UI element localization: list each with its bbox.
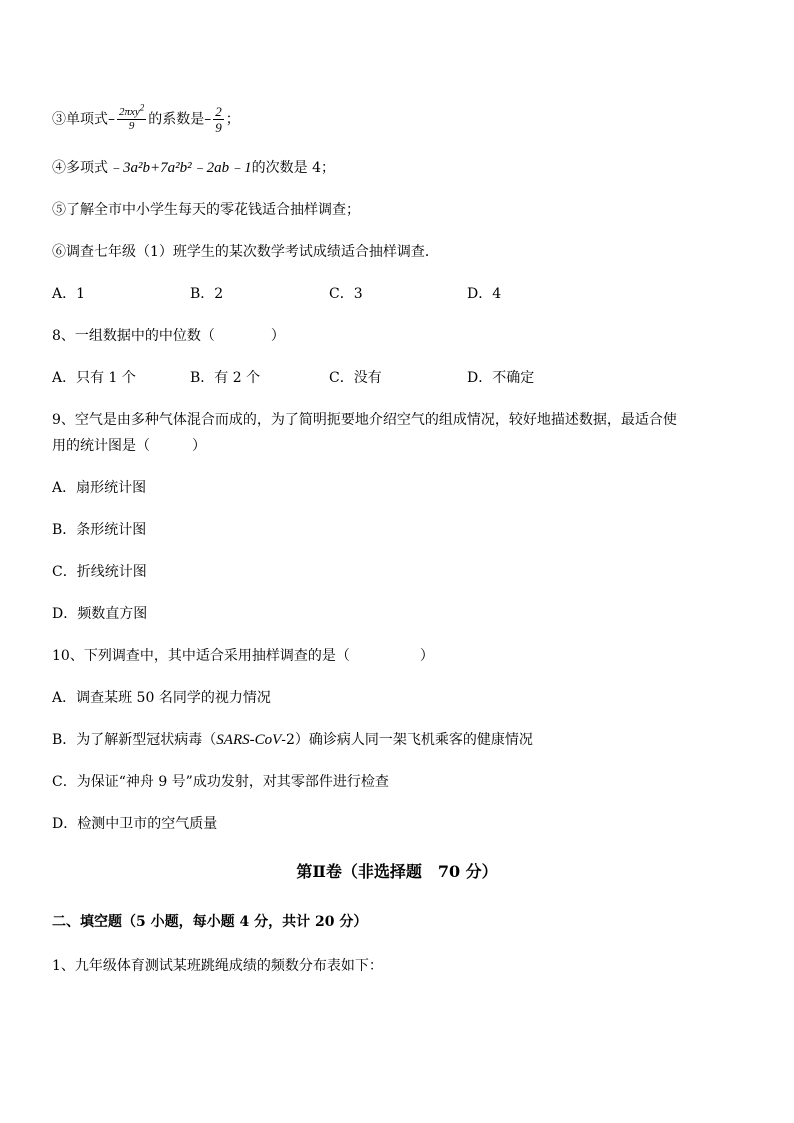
q10-option-b-prefix: B．为了解新型冠状病毒（: [52, 732, 217, 748]
q7-option-b: B．2: [190, 286, 224, 302]
polynomial-expression: ﹣3a²b+7a²b²﹣2ab﹣1: [108, 160, 252, 176]
coefficient-numerator: 2: [215, 104, 222, 119]
q9-option-a: A．扇形统计图: [52, 480, 147, 496]
q10-option-b: [52, 730, 533, 750]
statement-3-prefix: ③单项式: [52, 111, 108, 128]
q10-option-b-virus: SARS-CoV: [216, 732, 282, 748]
neg-sign-2: –: [204, 111, 212, 128]
q8-stem: 8、一组数据中的中位数（ ）: [52, 328, 285, 344]
q10-option-c: C．为保证“神舟 9 号”成功发射，对其零部件进行检查: [52, 774, 389, 790]
q9-option-b: B．条形统计图: [52, 522, 147, 538]
q7-option-c: C．3: [329, 286, 363, 302]
q7-option-d: D．4: [467, 286, 502, 302]
monomial-denominator: 9: [128, 120, 135, 132]
monomial-numerator: 2πxy: [119, 106, 140, 118]
q10-option-b-suffix: -2）确诊病人同一架飞机乘客的健康情况: [281, 732, 533, 748]
q8-option-b: B．有 2 个: [190, 370, 261, 386]
coefficient-denominator: 9: [215, 120, 222, 135]
statement-4: [52, 158, 335, 178]
q10-option-d: D．检测中卫市的空气质量: [52, 816, 218, 832]
q8-option-d: D．不确定: [467, 370, 535, 386]
part2-heading: 二、填空题（5 小题，每小题 4 分，共计 20 分）: [52, 914, 368, 930]
fill-question-1: 1、九年级体育测试某班跳绳成绩的频数分布表如下：: [52, 958, 383, 974]
coefficient-fraction: [213, 104, 224, 135]
statement-3: [52, 104, 240, 135]
monomial-fraction: [117, 102, 146, 133]
monomial-exponent: 2: [139, 102, 145, 113]
q10-option-a: A．调查某班 50 名同学的视力情况: [52, 690, 271, 706]
q9-option-d: D．频数直方图: [52, 606, 148, 622]
statement-4-suffix: 的次数是 4；: [251, 160, 335, 176]
q8-option-c: C．没有: [329, 370, 382, 386]
q9-stem-line1: 9、空气是由多种气体混合而成的，为了简明扼要地介绍空气的组成情况，较好地描述数据，最适合使: [52, 412, 677, 428]
q8-option-a: A．只有 1 个: [52, 370, 136, 386]
q9-stem-line2: 用的统计图是（ ）: [52, 438, 206, 454]
statement-5: ⑤了解全市中小学生每天的零花钱适合抽样调查；: [52, 202, 360, 218]
statement-3-end: ；: [225, 111, 240, 128]
neg-sign: –: [108, 111, 115, 128]
q10-stem: 10、下列调查中，其中适合采用抽样调查的是（ ）: [52, 648, 434, 664]
section-title: 第Ⅱ卷（非选择题 70 分）: [296, 862, 498, 881]
statement-4-prefix: ④多项式: [52, 160, 108, 176]
statement-6: ⑥调查七年级（1）班学生的某次数学考试成绩适合抽样调查．: [52, 244, 439, 260]
q9-option-c: C．折线统计图: [52, 564, 147, 580]
q7-option-a: A．1: [52, 286, 86, 302]
statement-3-mid: 的系数是: [148, 111, 205, 128]
